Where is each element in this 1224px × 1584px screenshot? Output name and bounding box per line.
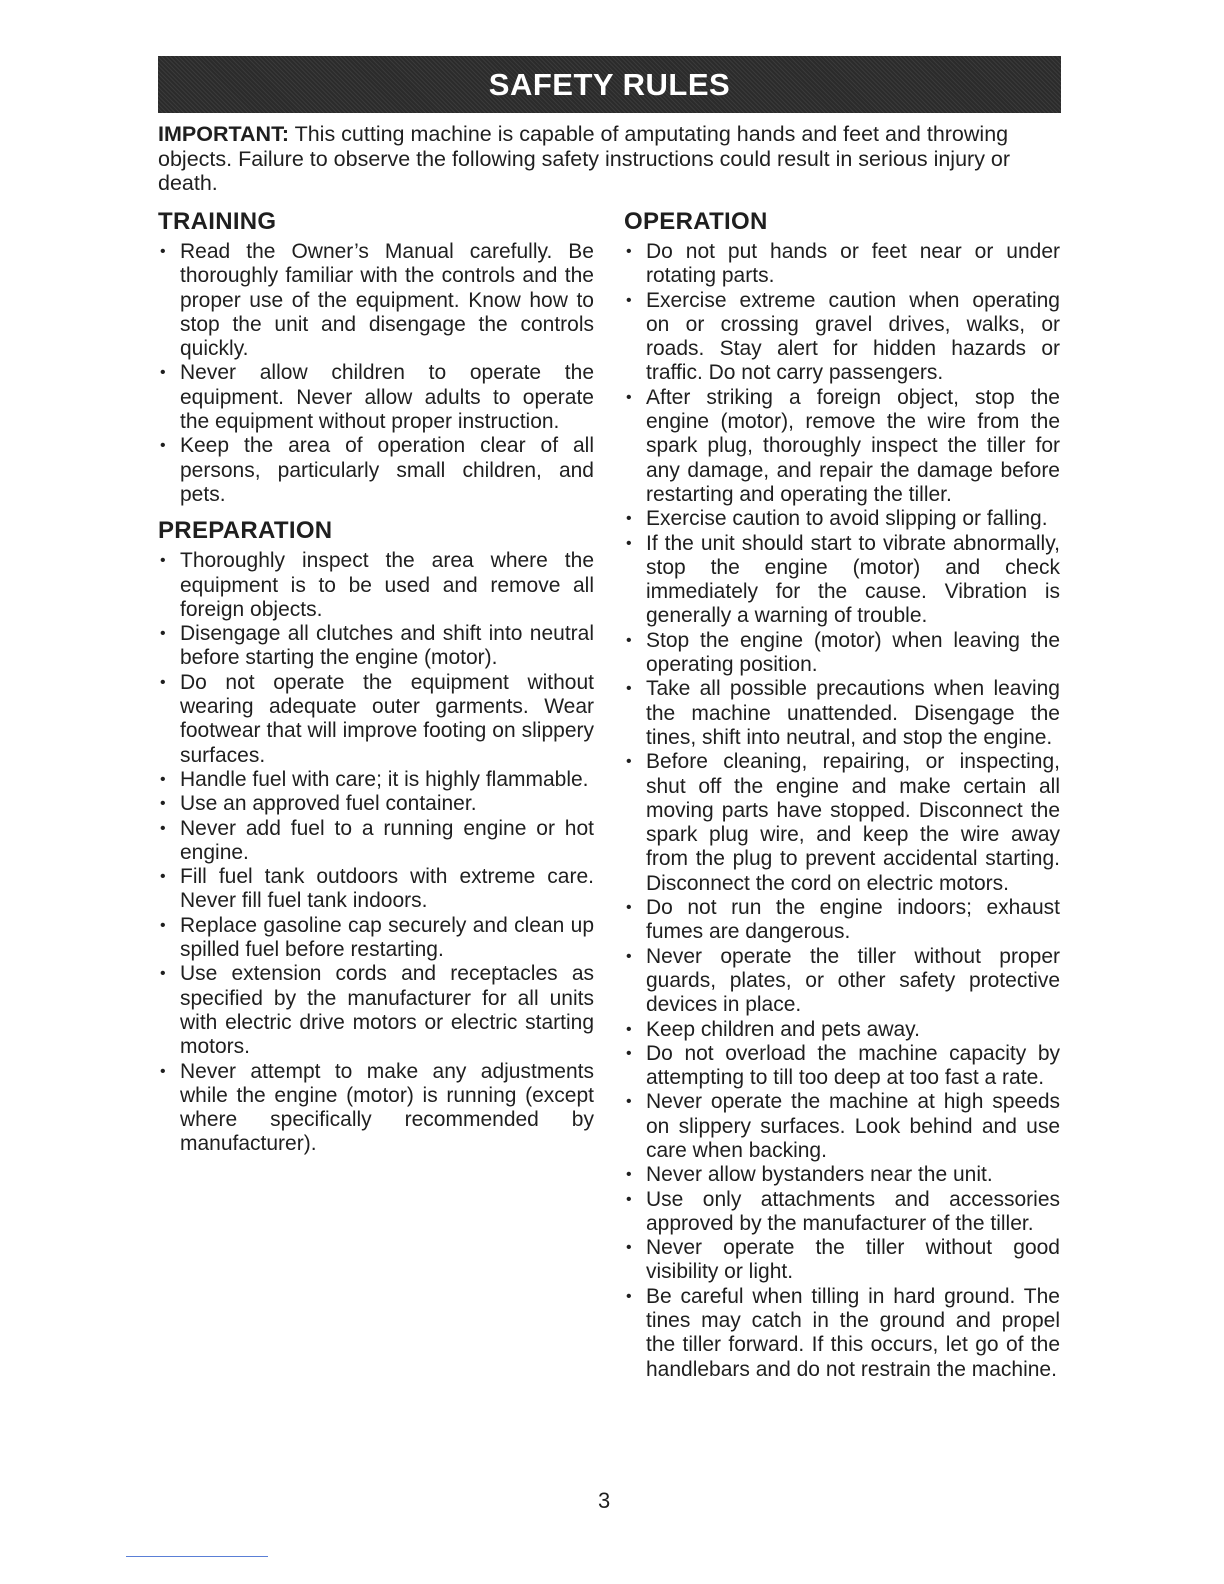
list-item: • Never operate the machine at high speeds on slippery surfaces. Look behind and use care when backing. — [624, 1090, 1060, 1163]
list-item: • Keep the area of operation clear of all persons, particularly small children, and pets. — [158, 434, 594, 507]
list-item: • Never attempt to make any adjustments while the engine (motor) is running (except where specifically recommended by manufacturer). — [158, 1060, 594, 1157]
list-item: • Replace gasoline cap securely and clean up spilled fuel before restarting. — [158, 914, 594, 963]
training-list — [158, 240, 594, 507]
list-item: • Do not run the engine indoors; exhaust fumes are dangerous. — [624, 896, 1060, 945]
important-label: IMPORTANT: — [158, 122, 289, 146]
title-banner — [158, 56, 1061, 113]
list-item: • Do not overload the machine capacity by attempting to till too deep at too fast a rate. — [624, 1042, 1060, 1091]
list-item: • Read the Owner’s Manual carefully. Be thoroughly familiar with the controls and the proper use of the equipment. Know how to stop the unit and disengage the controls quickly. — [158, 240, 594, 361]
important-notice — [158, 122, 1038, 196]
important-text: This cutting machine is capable of amputating hands and feet and throwing objects. Failure to observe the following safety instructions could result in serious injury or death. — [158, 122, 1011, 195]
list-item: • Never allow bystanders near the unit. — [624, 1163, 1060, 1187]
training-heading: TRAINING — [158, 208, 277, 235]
list-item: • Disengage all clutches and shift into neutral before starting the engine (motor). — [158, 622, 594, 671]
operation-heading: OPERATION — [624, 208, 768, 235]
list-item: • Keep children and pets away. — [624, 1018, 1060, 1042]
right-column — [624, 208, 1060, 1392]
list-item: • Never add fuel to a running engine or hot engine. — [158, 817, 594, 866]
list-item: • Use only attachments and accessories approved by the manufacturer of the tiller. — [624, 1188, 1060, 1237]
operation-list — [624, 240, 1060, 1382]
list-item: • Be careful when tilling in hard ground. The tines may catch in the ground and propel the tiller forward. If this occurs, let go of the handlebars and do not restrain the machine. — [624, 1285, 1060, 1382]
list-item: • Fill fuel tank outdoors with extreme care. Never fill fuel tank indoors. — [158, 865, 594, 914]
list-item: • Exercise caution to avoid slipping or falling. — [624, 507, 1060, 531]
list-item: • Stop the engine (motor) when leaving the operating position. — [624, 629, 1060, 678]
page-title: SAFETY RULES — [488, 66, 731, 102]
list-item: • Take all possible precautions when leaving the machine unattended. Disengage the tines, shift into neutral, and stop the engine. — [624, 677, 1060, 750]
preparation-list — [158, 549, 594, 1156]
list-item: • Use extension cords and receptacles as specified by the manufacturer for all units with electric drive motors or electric starting motors. — [158, 962, 594, 1059]
list-item: • If the unit should start to vibrate abnormally, stop the engine (motor) and check immediately for the cause. Vibration is generally a warning of trouble. — [624, 532, 1060, 629]
list-item: • Never operate the tiller without proper guards, plates, or other safety protective devices in place. — [624, 945, 1060, 1018]
list-item: • Do not operate the equipment without wearing adequate outer garments. Wear footwear that will improve footing on slippery surfaces. — [158, 671, 594, 768]
list-item: • Use an approved fuel container. — [158, 792, 594, 816]
preparation-heading: PREPARATION — [158, 517, 333, 545]
left-column — [158, 208, 594, 1167]
list-item: • Never operate the tiller without good visibility or light. — [624, 1236, 1060, 1285]
list-item: • Handle fuel with care; it is highly flammable. — [158, 768, 594, 792]
footer-divider — [126, 1556, 268, 1557]
list-item: • Never allow children to operate the equipment. Never allow adults to operate the equipment without proper instruction. — [158, 361, 594, 434]
list-item: • Exercise extreme caution when operating on or crossing gravel drives, walks, or roads. Stay alert for hidden hazards or traffic. Do not carry passengers. — [624, 289, 1060, 386]
list-item: • After striking a foreign object, stop the engine (motor), remove the wire from the spark plug, thoroughly inspect the tiller for any damage, and repair the damage before restarting and operating the tiller. — [624, 386, 1060, 507]
list-item: • Thoroughly inspect the area where the equipment is to be used and remove all foreign objects. — [158, 549, 594, 622]
list-item: • Before cleaning, repairing, or inspecting, shut off the engine and make certain all moving parts have stopped. Disconnect the spark plug wire, and keep the wire away from the plug to prevent accidental starting. Disconnect the cord on electric motors. — [624, 750, 1060, 896]
list-item: • Do not put hands or feet near or under rotating parts. — [624, 240, 1060, 289]
page-number: 3 — [598, 1488, 611, 1513]
